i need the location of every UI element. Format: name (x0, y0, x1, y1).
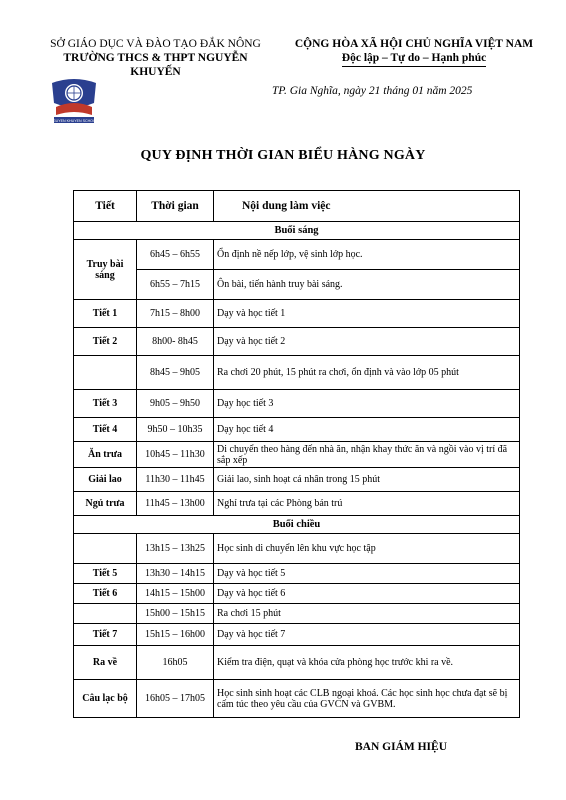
content-cell: Giải lao, sinh hoạt cá nhân trong 15 phút (214, 468, 520, 492)
time-cell: 9h05 – 9h50 (137, 390, 214, 418)
time-cell: 8h00- 8h45 (137, 328, 214, 356)
section-label: Buổi sáng (74, 222, 520, 240)
table-row (74, 564, 520, 584)
period-cell (74, 604, 137, 624)
period-cell: Tiết 2 (74, 328, 137, 356)
time-cell: 15h15 – 16h00 (137, 624, 214, 646)
header-time: Thời gian (137, 191, 214, 222)
period-cell: Tiết 1 (74, 300, 137, 328)
period-cell: Tiết 4 (74, 418, 137, 442)
schedule-table (73, 190, 520, 718)
period-cell: Tiết 7 (74, 624, 137, 646)
logo-text: NGUYEN KHUYEN SCHOOL (50, 119, 98, 123)
content-cell: Dạy và học tiết 1 (214, 300, 520, 328)
table-row (74, 604, 520, 624)
table-row (74, 584, 520, 604)
section-label: Buổi chiều (74, 516, 520, 534)
header-content: Nội dung làm việc (214, 191, 520, 222)
period-cell: Ăn trưa (74, 442, 137, 468)
period-cell: Ra về (74, 646, 137, 680)
section-morning (74, 222, 520, 240)
content-cell: Ổn định nề nếp lớp, vệ sinh lớp học. (214, 240, 520, 270)
time-cell: 13h15 – 13h25 (137, 534, 214, 564)
time-cell: 11h45 – 13h00 (137, 492, 214, 516)
table-row (74, 240, 520, 270)
period-cell: Ngủ trưa (74, 492, 137, 516)
table-row (74, 442, 520, 468)
table-row (74, 680, 520, 718)
table-row (74, 624, 520, 646)
content-cell: Học sinh di chuyển lên khu vực học tập (214, 534, 520, 564)
period-cell: Truy bài sáng (74, 240, 137, 300)
table-row (74, 300, 520, 328)
content-cell: Dạy và học tiết 7 (214, 624, 520, 646)
time-cell: 16h05 – 17h05 (137, 680, 214, 718)
content-cell: Dạy và học tiết 2 (214, 328, 520, 356)
content-cell: Ra chơi 20 phút, 15 phút ra chơi, ổn định và vào lớp 05 phút (214, 356, 520, 390)
table-row (74, 418, 520, 442)
table-row (74, 390, 520, 418)
time-cell: 16h05 (137, 646, 214, 680)
period-cell: Giải lao (74, 468, 137, 492)
content-cell: Dạy học tiết 4 (214, 418, 520, 442)
time-cell: 6h45 – 6h55 (137, 240, 214, 270)
motto: Độc lập – Tự do – Hạnh phúc (342, 51, 486, 67)
period-cell: Tiết 5 (74, 564, 137, 584)
table-row (74, 356, 520, 390)
table-row (74, 492, 520, 516)
time-cell: 9h50 – 10h35 (137, 418, 214, 442)
period-cell: Tiết 6 (74, 584, 137, 604)
content-cell: Ra chơi 15 phút (214, 604, 520, 624)
period-cell: Tiết 3 (74, 390, 137, 418)
content-cell: Nghỉ trưa tại các Phòng bán trú (214, 492, 520, 516)
table-row (74, 468, 520, 492)
school-logo (48, 75, 100, 127)
time-cell: 8h45 – 9h05 (137, 356, 214, 390)
content-cell: Dạy và học tiết 5 (214, 564, 520, 584)
period-cell: Câu lạc bộ (74, 680, 137, 718)
school-name: TRƯỜNG THCS & THPT NGUYỄN KHUYẾN (63, 52, 248, 78)
table-row (74, 534, 520, 564)
section-afternoon (74, 516, 520, 534)
time-cell: 13h30 – 14h15 (137, 564, 214, 584)
period-cell (74, 356, 137, 390)
table-header-row (74, 191, 520, 222)
time-cell: 11h30 – 11h45 (137, 468, 214, 492)
table-row (74, 270, 520, 300)
period-cell (74, 534, 137, 564)
header-period: Tiết (74, 191, 137, 222)
table-row (74, 646, 520, 680)
content-cell: Học sinh sinh hoạt các CLB ngoại khoá. Các học sinh học chưa đạt sẽ bị cấm túc theo yêu cầu của GVCN và GVBM. (214, 680, 520, 718)
content-cell: Dạy học tiết 3 (214, 390, 520, 418)
content-cell: Kiểm tra điện, quạt và khóa cửa phòng học trước khi ra về. (214, 646, 520, 680)
content-cell: Di chuyển theo hàng đến nhà ăn, nhận khay thức ăn và ngồi vào vị trí đã sắp xếp (214, 442, 520, 468)
time-cell: 7h15 – 8h00 (137, 300, 214, 328)
country-name: CỘNG HÒA XÃ HỘI CHỦ NGHĨA VIỆT NAM (294, 38, 534, 50)
signature: BAN GIÁM HIỆU (355, 741, 448, 753)
content-cell: Dạy và học tiết 6 (214, 584, 520, 604)
dateline: TP. Gia Nghĩa, ngày 21 tháng 01 năm 2025 (272, 85, 473, 97)
header-right (280, 37, 548, 67)
time-cell: 6h55 – 7h15 (137, 270, 214, 300)
page-title: QUY ĐỊNH THỜI GIAN BIỂU HÀNG NGÀY (140, 148, 426, 163)
table-row (74, 328, 520, 356)
content-cell: Ôn bài, tiến hành truy bài sáng. (214, 270, 520, 300)
time-cell: 14h15 – 15h00 (137, 584, 214, 604)
time-cell: 15h00 – 15h15 (137, 604, 214, 624)
header-left (38, 37, 273, 79)
department-name: SỞ GIÁO DỤC VÀ ĐÀO TẠO ĐẮK NÔNG (50, 38, 261, 50)
time-cell: 10h45 – 11h30 (137, 442, 214, 468)
